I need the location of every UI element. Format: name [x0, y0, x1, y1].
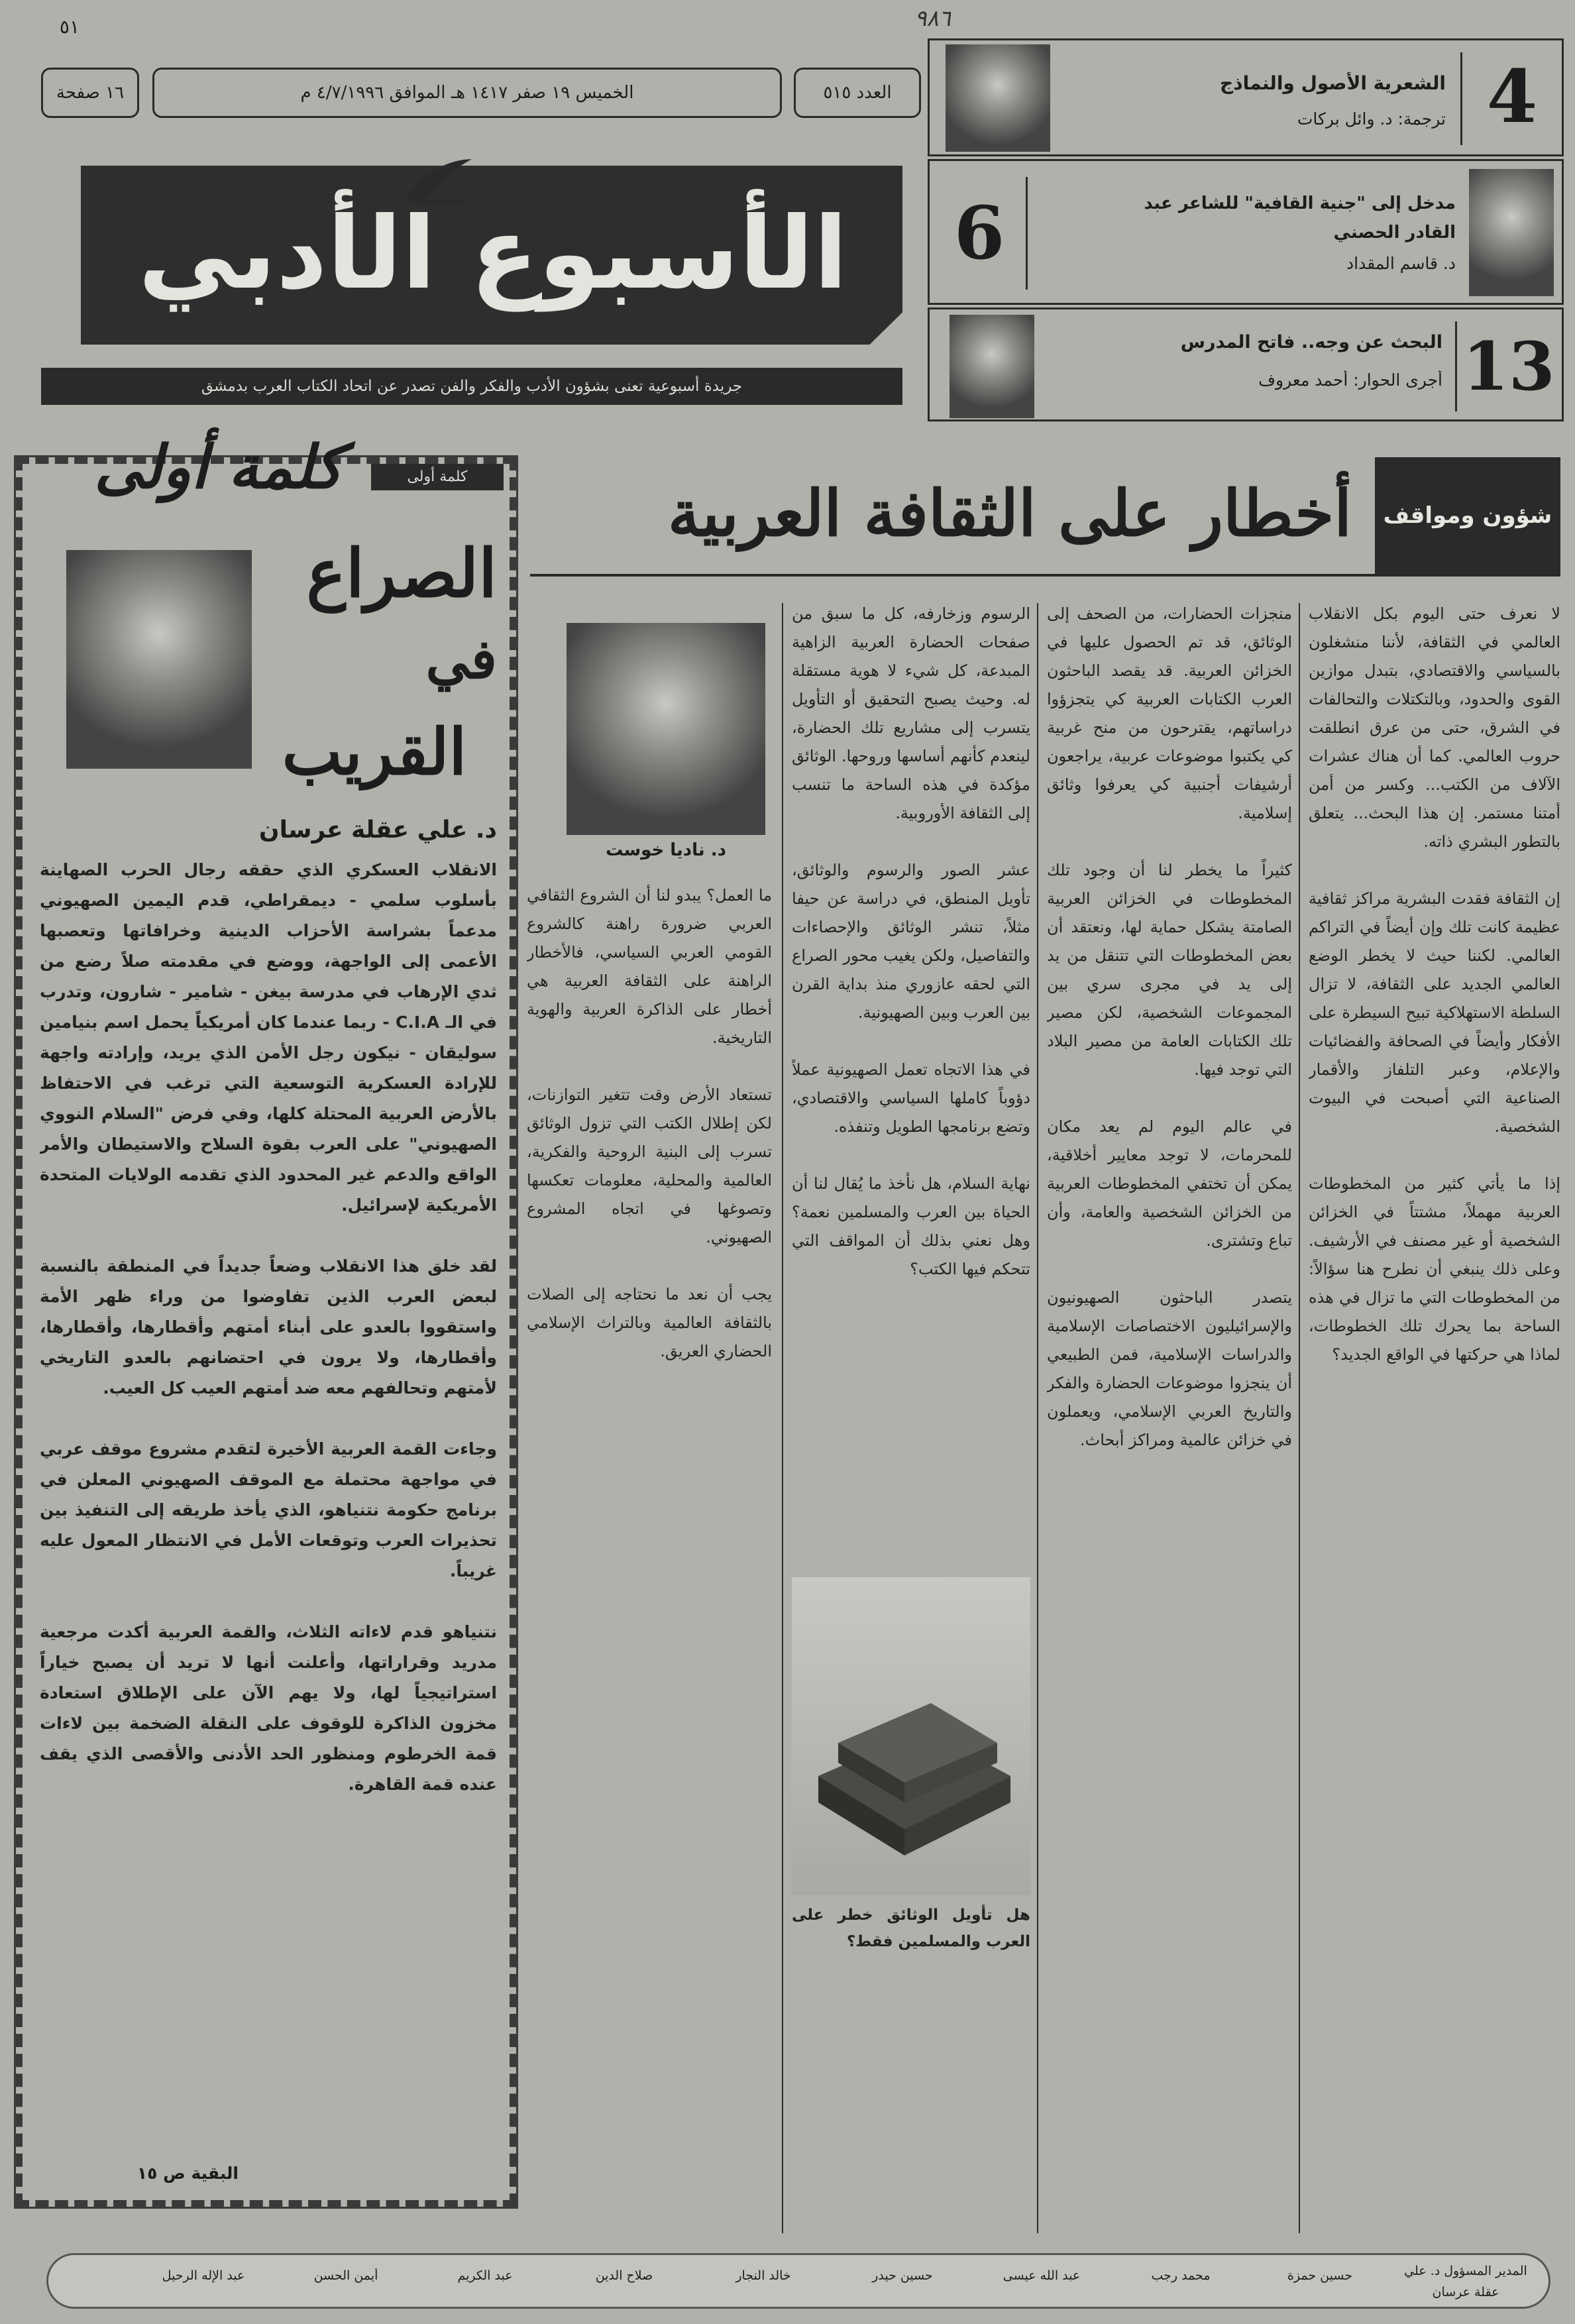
- contents-title: البحث عن وجه.. فاتح المدرس: [1180, 332, 1442, 353]
- staff-name: صلاح الدين: [595, 2268, 653, 2283]
- staff-name: المدير المسؤول د. علي عقلة عرسان: [1400, 2264, 1527, 2299]
- contents-divider: [1026, 177, 1028, 290]
- contents-item-1: [928, 38, 1564, 156]
- date-box: [152, 68, 782, 118]
- contents-author: د. قاسم المقداد: [1346, 254, 1456, 273]
- editorial-headline-1: الصراع: [306, 534, 497, 612]
- nadia-khost-photo: [567, 623, 765, 835]
- editorial-frame-label: كلمة أولى: [371, 464, 504, 490]
- staff-name: حسين حيدر: [872, 2268, 933, 2283]
- contents-title: مدخل إلى "جنية القافية" للشاعر عبد القادر الحصني: [1138, 194, 1456, 243]
- books-photo: [792, 1577, 1030, 1895]
- headline-rule: [530, 574, 1560, 577]
- masthead: [41, 158, 902, 357]
- contents-author: أجرى الحوار: أحمد معروف: [1258, 370, 1442, 390]
- books-stack-icon: [792, 1577, 1030, 1895]
- editorial-author: د. علي عقلة عرسان: [258, 816, 497, 844]
- staff-name: محمد رجب: [1151, 2268, 1211, 2283]
- masthead-title: الأسبوع الأدبي: [138, 196, 848, 311]
- article-column-4: ما العمل؟ يبدو لنا أن الشروع الثقافي العربي ضرورة راهنة كالشروع القومي العربي السياسي، فالأخطار الراهنة على الثقافة العربية هي أخطار على الذاكرة العربية والهوية التاريخية. تستعاد الأرض وقت تتغير التوازنات، لكن إطلال الكتب التي تزول الوثائق تسرب إلى البنية الروحية والفكرية، العالمية والمحلية، معلومات تعكسها وتصوغها في اتجاه المشروع الصهيوني. يجب أن نعد ما نحتاجه إلى الصلات بالثقافة العالمية وبالتراث الإسلامي الحضاري العريق.: [527, 886, 772, 1360]
- staff-name: خالد النجار: [735, 2268, 791, 2283]
- handwritten-number: ٩٨٦: [914, 5, 951, 32]
- issue-box: [794, 68, 921, 118]
- staff-name: عبد الكريم: [457, 2268, 513, 2283]
- staff-name: حسين حمزة: [1287, 2268, 1353, 2283]
- contents-page-number: 6: [953, 190, 1005, 276]
- column-divider: [782, 603, 783, 2233]
- author-photo: [1469, 169, 1554, 296]
- staff-bar: [46, 2253, 1550, 2309]
- feather-logo-icon: [399, 154, 478, 213]
- contents-title: الشعرية الأصول والنماذج: [1220, 72, 1446, 94]
- article-column-1: لا نعرف حتى اليوم بكل الانقلاب العالمي في الثقافة، لأننا منشغلون بالسياسي والاقتصادي، بتبدل موازين القوى والحدود، وبالتكتلات والتحالفات في الشرق، حتى من عرق انطلقت حروب العالمي. كما أن هناك عشرات الآلاف من الكتب... وكسر من أمن أمتنا مستمر. إن هذا البحث... يتعلق بالتطور البشري ذاته. إن الثقافة فقدت البشرية مراكز ثقافية عظيمة كانت تلك وإن أيضاً في التراكم العالمي. لكننا حيث لا يخطر الوضع العالمي الجديد على الثقافة، لا تزال السلطة الاستهلاكية تبيح السيطرة على الأفكار وأيضاً في الصحافة والفضائيات والإعلام، وعبر التلفاز والأقمار الصناعية التي أصبحت في البيوت الشخصية. إذا ما يأتي كثير من المخطوطات العربية مهملاً، مشتتاً في الخزائن الشخصية أو غير مصنف في الأرشيف. وعلى ذلك ينبغي أن نطرح هنا سؤالاً: من المخطوطات التي ما تزال في هذه الساحة بما يحرك تلك الخطوطات، لماذا هي حركتها في الواقع الجديد؟: [1309, 604, 1560, 1364]
- main-headline: أخطار على الثقافة العربية: [667, 476, 1352, 551]
- staff-name: عبد الله عيسى: [1003, 2268, 1081, 2283]
- article-author: د. ناديا خوست: [606, 840, 726, 860]
- section-badge: [1375, 457, 1560, 577]
- section-badge-label: شؤون ومواقف: [1383, 502, 1552, 529]
- article-column-2: منجزات الحضارات، من الصحف إلى الوثائق، قد تم الحصول عليها في الخزائن العربية. قد يقصد الباحثون العرب الكتابات العربية كي يتجزؤوا دراساتهم، يقترحون من منح غربية كي يكتبوا موضوعات عربية، يراجعون أرشيفات أجنبية كي يعرفوا وثائق إسلامية. كثيراً ما يخطر لنا أن وجود تلك المخطوطات في الخزائن العربية الصامتة يشكل حماية لها، ونعتقد أن بعض المخطوطات التي تتنقل من يد إلى يد في مجرى سري بين المجموعات الشخصية، لكن مصير تلك الكتابات العامة من مصير البلاد التي توجد فيها. في عالم اليوم لم يعد مكان للمحرمات، لا توجد معايير أخلاقية، يمكن أن تختفي المخطوطات العربية من الخزائن الشخصية والعامة، وأن تباع وتشترى. يتصدر الباحثون الصهيونيون والإسرائيليون الاختصاصات الإسلامية والدراسات الإسلامية، فمن الطبيعي أن ينجزوا موضوعات الحضارة والفكر والتاريخ العربي الإسلامي، ويعملون في خزائن عالمية ومراكز أبحاث.: [1047, 604, 1292, 1449]
- article-column-3: الرسوم وزخارفه، كل ما سبق من صفحات الحضارة العربية الزاهية المبدعة، كل شيء لا هوية مستقلة له. وحيث يصبح التحقيق أو التأويل يتسرب إلى مشاريع تلك الحضارة، لينعدم كأنهم أساسها وروحها. الوثائق مؤكدة في هذه الساحة ما تنسب إلى الثقافة الأوروبية. عشر الصور والرسوم والوثائق، تأويل المنطق، في دراسة عن حيفا مثلاً، تنشر الوثائق والإحصاءات والتفاصيل، ولكن يغيب محور الصراع التي لحقه عازوري منذ بداية القرن بين العرب وبين الصهيونية. في هذا الاتجاه تعمل الصهيونية عملاً دؤوباً كاملها السياسي والاقتصادي، وتضع برنامجها الطويل وتنفذه. نهاية السلام، هل نأخذ ما يُقال لنا أن الحياة بين العرب والمسلمين نعمة؟ وهل نعني بذلك أن المواقف التي تتحكم فيها الكتب؟: [792, 604, 1030, 1278]
- editorial-headline-2: في: [425, 628, 497, 691]
- contents-page-number: 4: [1486, 54, 1538, 139]
- date-line: الخميس ١٩ صفر ١٤١٧ هـ الموافق ٤/٧/١٩٩٦ م: [300, 83, 634, 103]
- issue-number: العدد ٥١٥: [823, 83, 892, 103]
- staff-name: عبد الإله الرحيل: [162, 2268, 245, 2283]
- contents-author: ترجمة: د. وائل بركات: [1297, 109, 1446, 129]
- tagline: جريدة أسبوعية تعنى بشؤون الأدب والفكر والفن تصدر عن اتحاد الكتاب العرب بدمشق: [41, 368, 902, 405]
- contents-divider: [1460, 52, 1462, 145]
- author-photo: [946, 44, 1050, 152]
- column-divider: [1037, 603, 1038, 2233]
- pages-box: [41, 68, 139, 118]
- page-number: ٥١: [59, 16, 80, 38]
- ali-arsan-photo: [66, 550, 252, 769]
- column-divider: [1299, 603, 1300, 2233]
- photo-caption: هل تأويل الوثائق خطر على العرب والمسلمين فقط؟: [792, 1907, 1030, 1950]
- contents-divider: [1455, 321, 1457, 412]
- author-photo: [950, 315, 1034, 418]
- pages-count: ١٦ صفحة: [56, 83, 125, 103]
- contents-item-3: [928, 307, 1564, 421]
- contents-page-number: 13: [1462, 327, 1555, 406]
- editorial-badge: كلمة أولى: [94, 432, 343, 502]
- contents-item-2: [928, 159, 1564, 305]
- editorial-headline-3: القريب: [282, 714, 467, 789]
- staff-name: أيمن الحسن: [313, 2268, 378, 2283]
- continued-note: البقية ص ١٥: [136, 2164, 239, 2183]
- editorial-body: الانقلاب العسكري الذي حققه رجال الحرب الصهاينة بأسلوب سلمي - ديمقراطي، قدم اليمين الصهيوني مدعماً بشراسة الأحزاب الدينية وخرافاتها وتعصبها الأعمى إلى الواجهة، ووضع في مقدمته صلاً رضع من ثدي الإرهاب في مدرسة بيغن - شامير - شارون، وتدرب في الـ C.I.A - ربما عندما كان أمريكياً يحمل اسم بنيامين سوليقان - نيكون رجل الأمن الذي يريد، وإرادته واجهة للإرادة العسكرية التوسعية التي ترغب في الاحتفاظ بالأرض العربية المحتلة كلها، وفي فرض "السلام النووي الصهيوني" على العرب بقوة السلاح والاستيطان والأمر الواقع والدعم غير المحدود الذي تقدمه الولايات المتحدة الأمريكية لإسرائيل. لقد خلق هذا الانقلاب وضعاً جديداً في المنطقة بالنسبة لبعض العرب الذين تفاوضوا من وراء ظهر الأمة واستقووا بالعدو على أبناء أمتهم وأقطارها، وأقطارها، وأقطارها، ولا يرون في احتضانهم بالعدو التاريخي لأمتهم وتحالفهم معه ضد أمتهم العيب كل العيب. وجاءت القمة العربية الأخيرة لتقدم مشروع موقف عربي في مواجهة محتملة مع الموقف الصهيوني المعلن في برنامج حكومة نتنياهو، الذي يأخذ طريقه إلى التنفيذ بين تحذيرات العرب وتوقعات الأمل في الانتظار المعول عليه غريباً. نتنياهو قدم لاءاته الثلاث، والقمة العربية أكدت مرجعية مدريد وقراراتها، وأعلنت أنها لا تريد أن يصبح خياراً استراتيجياً لها، ولا يهم الآن على الإطلاق استعادة مخزون الذاكرة للوقوف على النقلة الضخمة بين لاءات قمة الخرطوم ومنظور الحد الأدنى والأقصى الذي يقف عنده قمة القاهرة.: [40, 860, 497, 1794]
